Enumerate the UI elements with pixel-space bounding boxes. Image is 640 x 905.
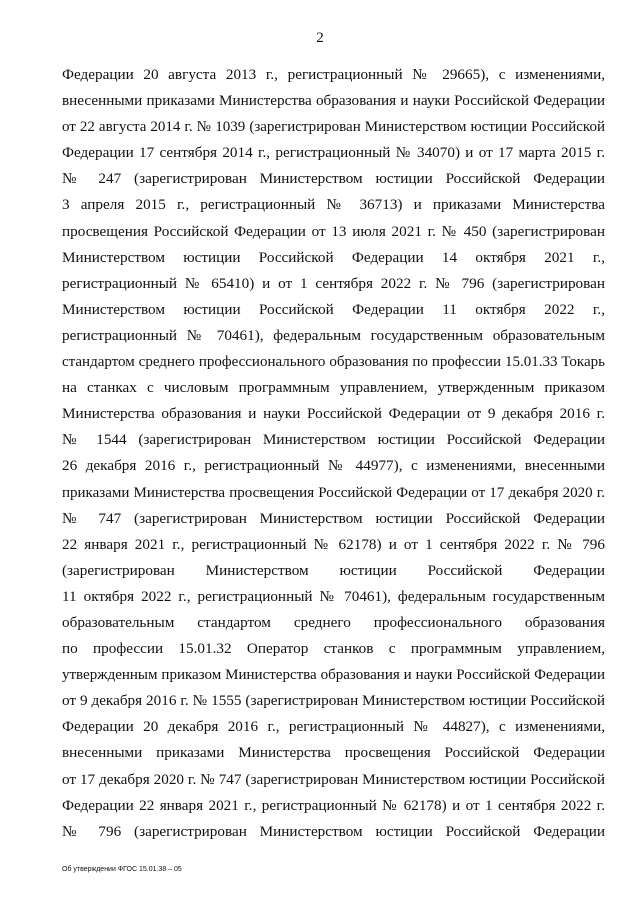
text-line: № 247 (зарегистрирован Министерством юстиции Российской Федерации	[62, 170, 605, 188]
text-line: 11 октября 2022 г., регистрационный № 70461), федеральным государственным	[62, 587, 605, 605]
page-number: 2	[316, 30, 324, 46]
text-line: на станках с числовым программным управлением, утвержденным приказом	[62, 379, 605, 397]
text-line: внесенными приказами Министерства просвещения Российской Федерации	[62, 744, 605, 762]
text-line: внесенными приказами Министерства образования и науки Российской Федерации	[62, 92, 605, 110]
text-line: (зарегистрирован Министерством юстиции Российской Федерации	[62, 561, 605, 579]
text-line: образовательным стандартом среднего профессионального образования	[62, 613, 605, 631]
text-line: стандартом среднего профессионального образования по профессии 15.01.33 Токарь	[62, 354, 605, 371]
footer-document-code: Об утверждении ФГОС 15.01.38 – 05	[62, 866, 182, 873]
text-line: Федерации 22 января 2021 г., регистрационный № 62178) и от 1 сентября 2022 г.	[62, 796, 605, 814]
text-line: просвещения Российской Федерации от 13 июля 2021 г. № 450 (зарегистрирован	[62, 222, 605, 240]
text-line: Федерации 20 августа 2013 г., регистрационный № 29665), с изменениями,	[62, 66, 605, 83]
text-line: Министерства образования и науки Российской Федерации от 9 декабря 2016 г.	[62, 405, 605, 423]
text-line: Федерации 20 декабря 2016 г., регистрационный № 44827), с изменениями,	[62, 718, 605, 736]
text-line: № 1544 (зарегистрирован Министерством юстиции Российской Федерации	[62, 431, 605, 449]
text-line: регистрационный № 65410) и от 1 сентября 2022 г. № 796 (зарегистрирован	[62, 274, 605, 292]
text-line: от 22 августа 2014 г. № 1039 (зарегистрирован Министерством юстиции Российской	[62, 119, 605, 136]
document-body	[62, 62, 605, 845]
text-line: по профессии 15.01.32 Оператор станков с программным управлением,	[62, 640, 605, 658]
text-line: 22 января 2021 г., регистрационный № 62178) и от 1 сентября 2022 г. № 796	[62, 535, 605, 553]
text-line: от 9 декабря 2016 г. № 1555 (зарегистрирован Министерством юстиции Российской	[62, 692, 605, 710]
text-line: Министерством юстиции Российской Федерации 11 октября 2022 г.,	[62, 300, 605, 318]
text-line: Федерации 17 сентября 2014 г., регистрационный № 34070) и от 17 марта 2015 г.	[62, 144, 605, 162]
text-line: Министерством юстиции Российской Федерации 14 октября 2021 г.,	[62, 248, 605, 266]
text-line: 3 апреля 2015 г., регистрационный № 36713) и приказами Министерства	[62, 196, 605, 214]
text-line: регистрационный № 70461), федеральным государственным образовательным	[62, 326, 605, 344]
text-line: 26 декабря 2016 г., регистрационный № 44977), с изменениями, внесенными	[62, 457, 605, 475]
text-line: утвержденным приказом Министерства образования и науки Российской Федерации	[62, 667, 605, 684]
text-line: от 17 декабря 2020 г. № 747 (зарегистрирован Министерством юстиции Российской	[62, 770, 605, 788]
text-line: № 747 (зарегистрирован Министерством юстиции Российской Федерации	[62, 509, 605, 527]
text-line: приказами Министерства просвещения Российской Федерации от 17 декабря 2020 г.	[62, 484, 605, 501]
text-line: № 796 (зарегистрирован Министерством юстиции Российской Федерации	[62, 822, 605, 840]
